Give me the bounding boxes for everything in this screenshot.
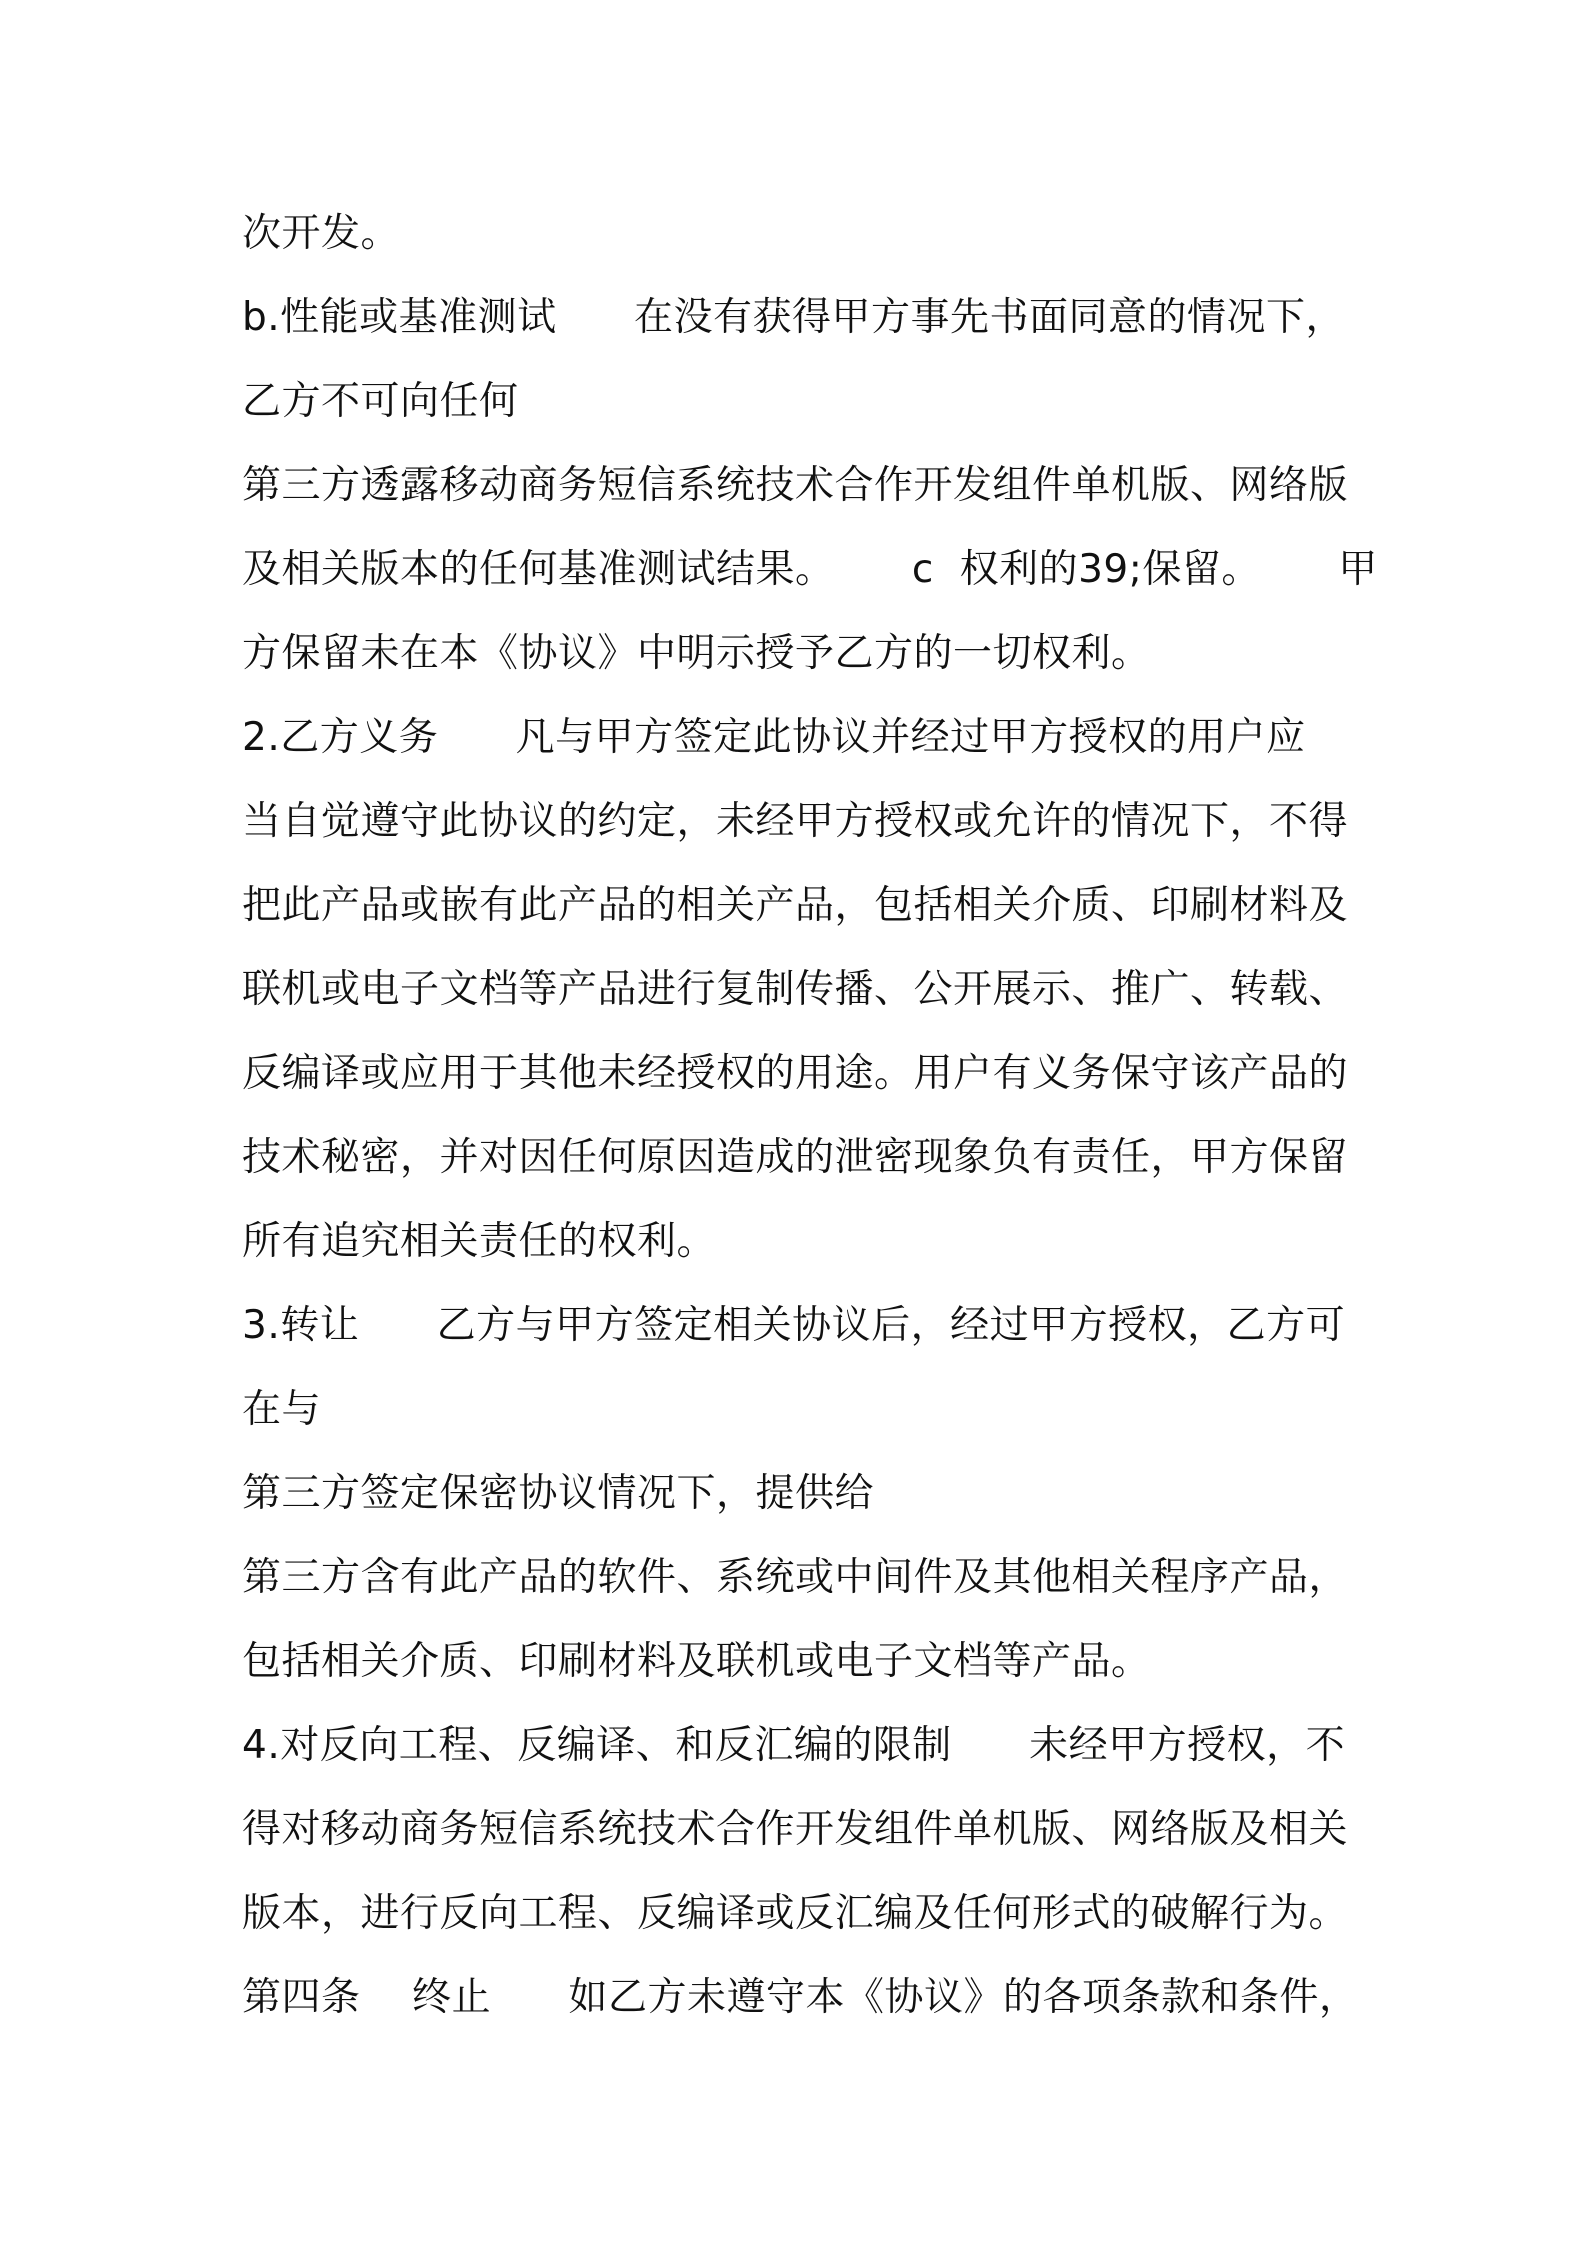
text-line: 方保留未在本《协议》中明示授予乙方的一切权利。: [242, 631, 1151, 676]
text-line: 版本，进行反向工程、反编译或反汇编及任何形式的破解行为。: [242, 1891, 1349, 1936]
text-line: 所有追究相关责任的权利。: [242, 1219, 717, 1264]
text-line: 第三方透露移动商务短信系统技术合作开发组件单机版、网络版: [242, 463, 1349, 508]
text-line: 第四条 终止 如乙方未遵守本《协议》的各项条款和条件，: [242, 1975, 1359, 2020]
document-body: [242, 192, 1378, 2040]
text-line: 2.乙方义务 凡与甲方签定此协议并经过甲方授权的用户应: [242, 715, 1306, 760]
text-line: 及相关版本的任何基准测试结果。 c 权利的39;保留。 甲: [242, 547, 1378, 592]
text-line: 联机或电子文档等产品进行复制传播、公开展示、推广、转载、: [242, 967, 1349, 1012]
text-line: 3.转让 乙方与甲方签定相关协议后，经过甲方授权，乙方可: [242, 1303, 1346, 1348]
text-line: 反编译或应用于其他未经授权的用途。用户有义务保守该产品的: [242, 1051, 1349, 1096]
text-line: 第三方含有此产品的软件、系统或中间件及其他相关程序产品，: [242, 1555, 1349, 1600]
text-line: 4.对反向工程、反编译、和反汇编的限制 未经甲方授权，不: [242, 1723, 1346, 1768]
text-line: 得对移动商务短信系统技术合作开发组件单机版、网络版及相关: [242, 1807, 1349, 1852]
text-line: 包括相关介质、印刷材料及联机或电子文档等产品。: [242, 1639, 1151, 1684]
text-line: 第三方签定保密协议情况下，提供给: [242, 1471, 875, 1516]
text-line: 在与: [242, 1387, 322, 1432]
text-line: 当自觉遵守此协议的约定，未经甲方授权或允许的情况下，不得: [242, 799, 1349, 844]
text-line: 把此产品或嵌有此产品的相关产品，包括相关介质、印刷材料及: [242, 883, 1349, 928]
text-line: 次开发。: [242, 211, 401, 256]
text-line: 乙方不可向任何: [242, 379, 519, 424]
text-line: 技术秘密，并对因任何原因造成的泄密现象负有责任，甲方保留: [242, 1135, 1349, 1180]
text-line: b.性能或基准测试 在没有获得甲方事先书面同意的情况下，: [242, 295, 1346, 340]
